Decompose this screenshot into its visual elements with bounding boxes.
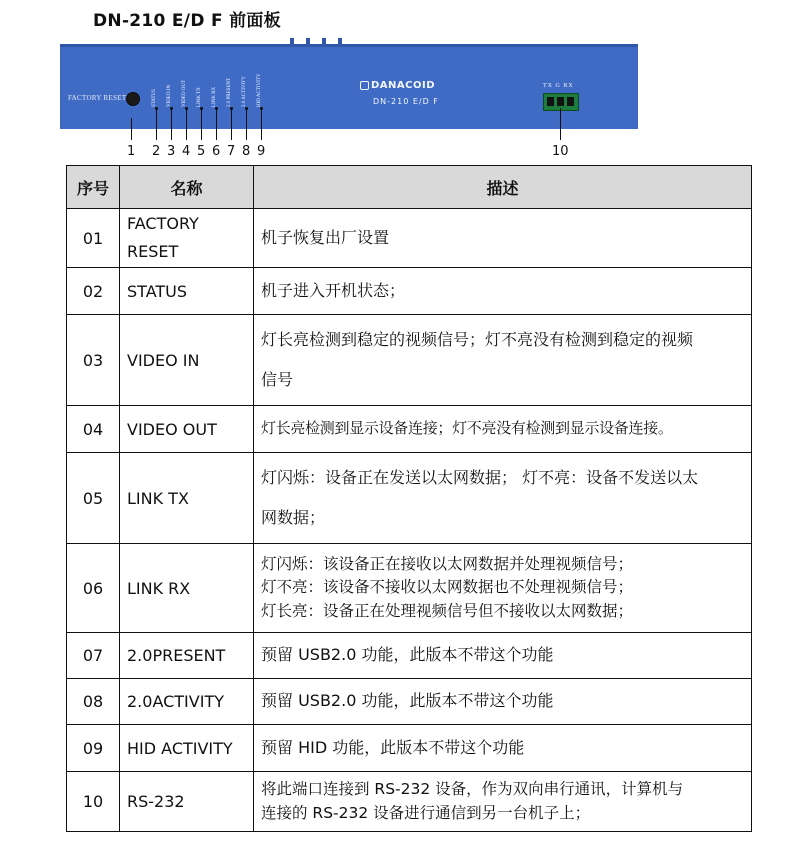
callout-number: 5 [197,144,206,159]
callout-line [131,118,132,140]
panel-notch [338,38,342,46]
callout-number: 10 [552,144,569,159]
header-name: 名称 [120,166,254,209]
factory-reset-button [126,92,140,106]
desc-line: 预留 USB2.0 功能，此版本不带这个功能 [261,691,554,711]
row-desc [254,679,752,725]
row-no: 03 [67,315,120,406]
row-no: 05 [67,453,120,544]
led-label-link-rx: LINK RX [212,86,217,107]
desc-line: 灯不亮：该设备不接收以太网数据也不处理视频信号； [261,578,634,597]
callout-line [186,107,187,140]
header-no: 序号 [67,166,120,209]
callout-number: 8 [242,144,251,159]
factory-reset-label: FACTORY RESET [68,94,127,102]
front-panel-diagram [60,44,638,129]
brand-name: DANACOID [371,80,436,91]
row-no: 06 [67,544,120,633]
callout-line [560,108,561,140]
row-no: 10 [67,772,120,832]
table-row [67,315,752,406]
row-name: STATUS [120,268,254,315]
brand-logo [360,80,435,91]
desc-line: 预留 HID 功能，此版本不带这个功能 [261,737,525,757]
table-row [67,544,752,633]
row-name: VIDEO IN [120,315,254,406]
row-no: 02 [67,268,120,315]
row-desc [254,406,752,453]
row-name: 2.0PRESENT [120,633,254,679]
panel-model-label: DN-210 E/D F [373,97,439,106]
table-row [67,406,752,453]
callout-number: 9 [257,144,266,159]
row-desc [254,453,752,544]
header-desc: 描述 [254,166,752,209]
callout-number: 1 [127,144,136,159]
led-label-video-out: VIDEO OUT [182,79,187,107]
terminal-pin [557,97,564,106]
spec-table [66,165,752,832]
page-title: DN-210 E/D F 前面板 [93,11,281,31]
rs232-terminal-block [543,93,579,111]
row-name: VIDEO OUT [120,406,254,453]
row-desc [254,315,752,406]
callout-line [216,107,217,140]
desc-line: 灯长亮：设备正在处理视频信号但不接收以太网数据； [261,601,634,620]
led-label-hid-activity: HID ACTIVITY [257,73,262,107]
terminal-label: TX G RX [543,83,574,89]
row-desc [254,725,752,772]
desc-line: 机子进入开机状态； [261,280,406,300]
table-row [67,633,752,679]
table-row [67,453,752,544]
table-row [67,725,752,772]
row-no: 07 [67,633,120,679]
desc-line: 预留 USB2.0 功能，此版本不带这个功能 [261,645,554,665]
desc-line: 机子恢复出厂设置 [261,227,390,247]
desc-line: 连接的 RS-232 设备进行通信到另一台机子上； [261,803,591,822]
led-label-link-tx: LINK TX [197,87,202,107]
panel-notch [322,38,326,46]
callout-number: 2 [152,144,161,159]
row-name: FACTORY RESET [120,209,254,268]
callout-line [171,107,172,140]
callout-line [246,107,247,140]
panel-notch [306,38,310,46]
table-header-row [67,166,752,209]
callout-number: 3 [167,144,176,159]
callout-line [261,107,262,140]
led-label-video-in: VIDEO IN [167,84,172,107]
row-name: 2.0ACTIVITY [120,679,254,725]
row-name: RS-232 [120,772,254,832]
row-no: 01 [67,209,120,268]
table-row [67,772,752,832]
desc-line: 灯长亮检测到稳定的视频信号；灯不亮没有检测到稳定的视频 [261,329,694,349]
desc-line: 灯闪烁：设备正在发送以太网数据； 灯不亮：设备不发送以太 [261,467,699,487]
callout-line [231,107,232,140]
row-name: LINK TX [120,453,254,544]
table-row [67,209,752,268]
table-row [67,679,752,725]
callout-line [156,107,157,140]
row-no: 08 [67,679,120,725]
desc-line: 网数据； [261,508,326,527]
led-label-status: STATUS [152,89,157,107]
row-desc [254,544,752,633]
row-desc [254,772,752,832]
desc-line: 将此端口连接到 RS-232 设备，作为双向串行通讯，计算机与 [261,780,684,799]
logo-mark-icon [360,81,369,90]
led-label-2-0-activity: 2.0 ACTIVITY [242,76,247,107]
row-desc [254,209,752,268]
row-name: LINK RX [120,544,254,633]
led-label-2-0-present: 2.0 PRESENT [227,77,232,107]
row-desc [254,268,752,315]
row-desc [254,633,752,679]
desc-line: 信号 [261,370,294,389]
row-name: HID ACTIVITY [120,725,254,772]
callout-number: 6 [212,144,221,159]
panel-notch [290,38,294,46]
terminal-pin [567,97,574,106]
desc-line: 灯闪烁：该设备正在接收以太网数据并处理视频信号； [261,555,634,574]
desc-line: 灯长亮检测到显示设备连接；灯不亮没有检测到显示设备连接。 [261,419,673,438]
row-no: 04 [67,406,120,453]
row-no: 09 [67,725,120,772]
terminal-pin [547,97,554,106]
callout-number: 4 [182,144,191,159]
callout-number: 7 [227,144,236,159]
callout-line [201,107,202,140]
table-row [67,268,752,315]
